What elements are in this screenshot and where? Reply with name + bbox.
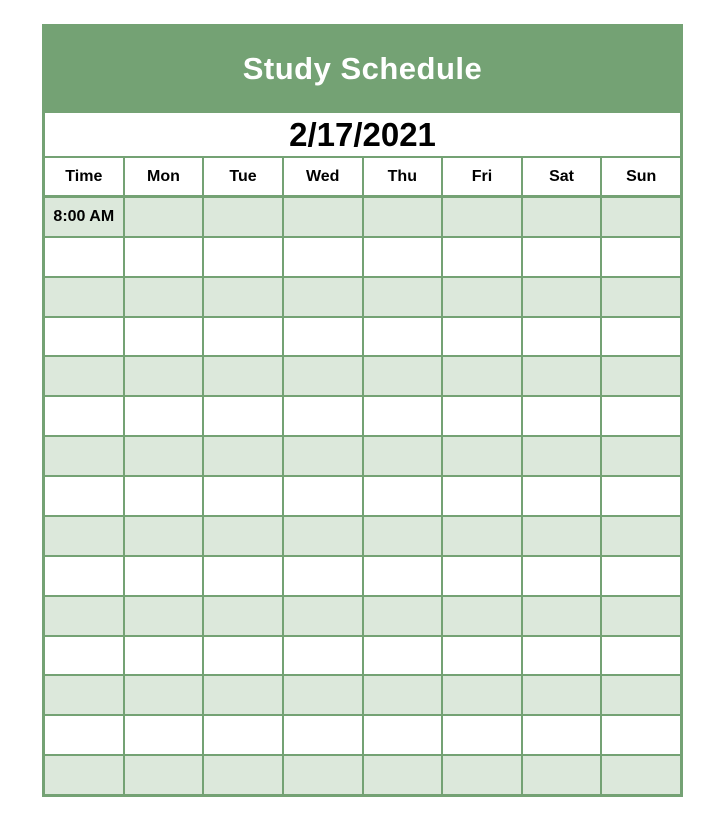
schedule-cell[interactable] [443, 557, 521, 595]
schedule-cell[interactable] [204, 637, 282, 675]
schedule-cell[interactable] [443, 397, 521, 435]
schedule-cell[interactable] [602, 278, 680, 316]
schedule-cell[interactable] [443, 278, 521, 316]
time-cell[interactable] [45, 278, 123, 316]
schedule-cell[interactable] [443, 437, 521, 475]
schedule-cell[interactable] [284, 637, 362, 675]
schedule-cell[interactable] [125, 477, 203, 515]
schedule-cell[interactable] [125, 397, 203, 435]
time-cell[interactable] [45, 437, 123, 475]
schedule-cell[interactable] [284, 756, 362, 794]
schedule-cell[interactable] [284, 318, 362, 356]
schedule-cell[interactable] [523, 517, 601, 555]
schedule-cell[interactable] [443, 318, 521, 356]
schedule-cell[interactable] [204, 676, 282, 714]
schedule-cell[interactable] [364, 318, 442, 356]
time-cell[interactable] [45, 716, 123, 754]
schedule-cell[interactable] [125, 357, 203, 395]
schedule-cell[interactable] [523, 318, 601, 356]
schedule-cell[interactable] [204, 198, 282, 236]
schedule-cell[interactable] [284, 477, 362, 515]
schedule-cell[interactable] [204, 477, 282, 515]
schedule-cell[interactable] [284, 517, 362, 555]
schedule-cell[interactable] [204, 437, 282, 475]
schedule-cell[interactable] [602, 198, 680, 236]
schedule-cell[interactable] [125, 716, 203, 754]
schedule-cell[interactable] [602, 637, 680, 675]
column-header-tue: Tue [204, 158, 282, 195]
schedule-cell[interactable] [364, 278, 442, 316]
column-header-wed: Wed [284, 158, 362, 195]
schedule-cell[interactable] [523, 597, 601, 635]
title-band [42, 24, 683, 113]
schedule-cell[interactable] [443, 198, 521, 236]
time-cell[interactable] [45, 477, 123, 515]
schedule-cell[interactable] [364, 238, 442, 276]
schedule-cell[interactable] [364, 517, 442, 555]
schedule-cell[interactable] [284, 357, 362, 395]
schedule-cell[interactable] [284, 437, 362, 475]
schedule-cell[interactable] [602, 397, 680, 435]
schedule-cell[interactable] [443, 716, 521, 754]
time-cell[interactable] [45, 397, 123, 435]
schedule-cell[interactable] [523, 676, 601, 714]
schedule-cell[interactable] [284, 278, 362, 316]
schedule-cell[interactable] [364, 357, 442, 395]
column-header-time: Time [45, 158, 123, 195]
schedule-cell[interactable] [443, 477, 521, 515]
schedule-cell[interactable] [204, 517, 282, 555]
time-cell[interactable] [45, 676, 123, 714]
column-header-thu: Thu [364, 158, 442, 195]
schedule-cell[interactable] [284, 238, 362, 276]
time-cell[interactable] [45, 318, 123, 356]
date-text: 2/17/2021 [289, 115, 436, 153]
schedule-cell[interactable] [602, 756, 680, 794]
schedule-cell[interactable] [204, 278, 282, 316]
schedule-cell[interactable] [443, 676, 521, 714]
schedule-cell[interactable] [523, 198, 601, 236]
schedule-cell[interactable] [602, 357, 680, 395]
schedule-cell[interactable] [125, 557, 203, 595]
schedule-cell[interactable] [523, 357, 601, 395]
time-cell[interactable] [45, 597, 123, 635]
time-cell[interactable] [45, 357, 123, 395]
time-cell[interactable] [45, 517, 123, 555]
schedule-cell[interactable] [523, 477, 601, 515]
schedule-cell[interactable] [125, 238, 203, 276]
schedule-cell[interactable] [284, 676, 362, 714]
schedule-cell[interactable] [125, 756, 203, 794]
time-cell[interactable] [45, 637, 123, 675]
column-header-sat: Sat [523, 158, 601, 195]
schedule-cell[interactable] [204, 557, 282, 595]
schedule-cell[interactable] [125, 278, 203, 316]
time-cell[interactable] [45, 238, 123, 276]
schedule-cell[interactable] [602, 597, 680, 635]
schedule-cell[interactable] [125, 597, 203, 635]
schedule-cell[interactable] [125, 676, 203, 714]
schedule-cell[interactable] [364, 597, 442, 635]
schedule-cell[interactable] [364, 477, 442, 515]
column-header-sun: Sun [602, 158, 680, 195]
schedule-sheet [42, 24, 683, 797]
schedule-cell[interactable] [602, 716, 680, 754]
schedule-cell[interactable] [125, 637, 203, 675]
schedule-cell[interactable] [443, 517, 521, 555]
schedule-cell[interactable] [443, 637, 521, 675]
time-cell[interactable] [45, 756, 123, 794]
schedule-cell[interactable] [204, 318, 282, 356]
schedule-cell[interactable] [602, 318, 680, 356]
schedule-cell[interactable] [364, 437, 442, 475]
schedule-cell[interactable] [364, 557, 442, 595]
schedule-cell[interactable] [284, 557, 362, 595]
time-cell[interactable] [45, 557, 123, 595]
schedule-cell[interactable] [364, 397, 442, 435]
schedule-cell[interactable] [364, 198, 442, 236]
schedule-cell[interactable] [125, 437, 203, 475]
schedule-cell[interactable] [443, 756, 521, 794]
schedule-cell[interactable] [204, 397, 282, 435]
schedule-cell[interactable] [204, 357, 282, 395]
schedule-cell[interactable] [523, 437, 601, 475]
schedule-cell[interactable] [364, 716, 442, 754]
schedule-cell[interactable] [125, 517, 203, 555]
schedule-cell[interactable] [364, 676, 442, 714]
schedule-cell[interactable] [443, 357, 521, 395]
schedule-cell[interactable] [602, 517, 680, 555]
schedule-cell[interactable] [523, 238, 601, 276]
schedule-cell[interactable] [204, 756, 282, 794]
date-row [42, 113, 683, 158]
schedule-cell[interactable] [284, 198, 362, 236]
schedule-cell[interactable] [204, 238, 282, 276]
schedule-cell[interactable] [523, 278, 601, 316]
schedule-cell[interactable] [204, 716, 282, 754]
schedule-cell[interactable] [602, 437, 680, 475]
schedule-cell[interactable] [523, 397, 601, 435]
schedule-cell[interactable] [602, 676, 680, 714]
schedule-cell[interactable] [364, 637, 442, 675]
schedule-cell[interactable] [204, 597, 282, 635]
schedule-cell[interactable] [284, 716, 362, 754]
column-header-mon: Mon [125, 158, 203, 195]
schedule-cell[interactable] [125, 198, 203, 236]
schedule-cell[interactable] [602, 477, 680, 515]
schedule-cell[interactable] [443, 597, 521, 635]
schedule-cell[interactable] [284, 397, 362, 435]
schedule-cell[interactable] [602, 238, 680, 276]
schedule-cell[interactable] [125, 318, 203, 356]
schedule-cell[interactable] [443, 238, 521, 276]
time-cell[interactable]: 8:00 AM [45, 198, 123, 236]
schedule-cell[interactable] [284, 597, 362, 635]
page-title: Study Schedule [242, 50, 483, 86]
day-header-row [42, 158, 683, 198]
schedule-grid [42, 198, 683, 797]
schedule-cell[interactable] [523, 637, 601, 675]
schedule-cell[interactable] [523, 557, 601, 595]
column-header-fri: Fri [443, 158, 521, 195]
schedule-cell[interactable] [523, 756, 601, 794]
schedule-cell[interactable] [523, 716, 601, 754]
schedule-cell[interactable] [364, 756, 442, 794]
schedule-cell[interactable] [602, 557, 680, 595]
